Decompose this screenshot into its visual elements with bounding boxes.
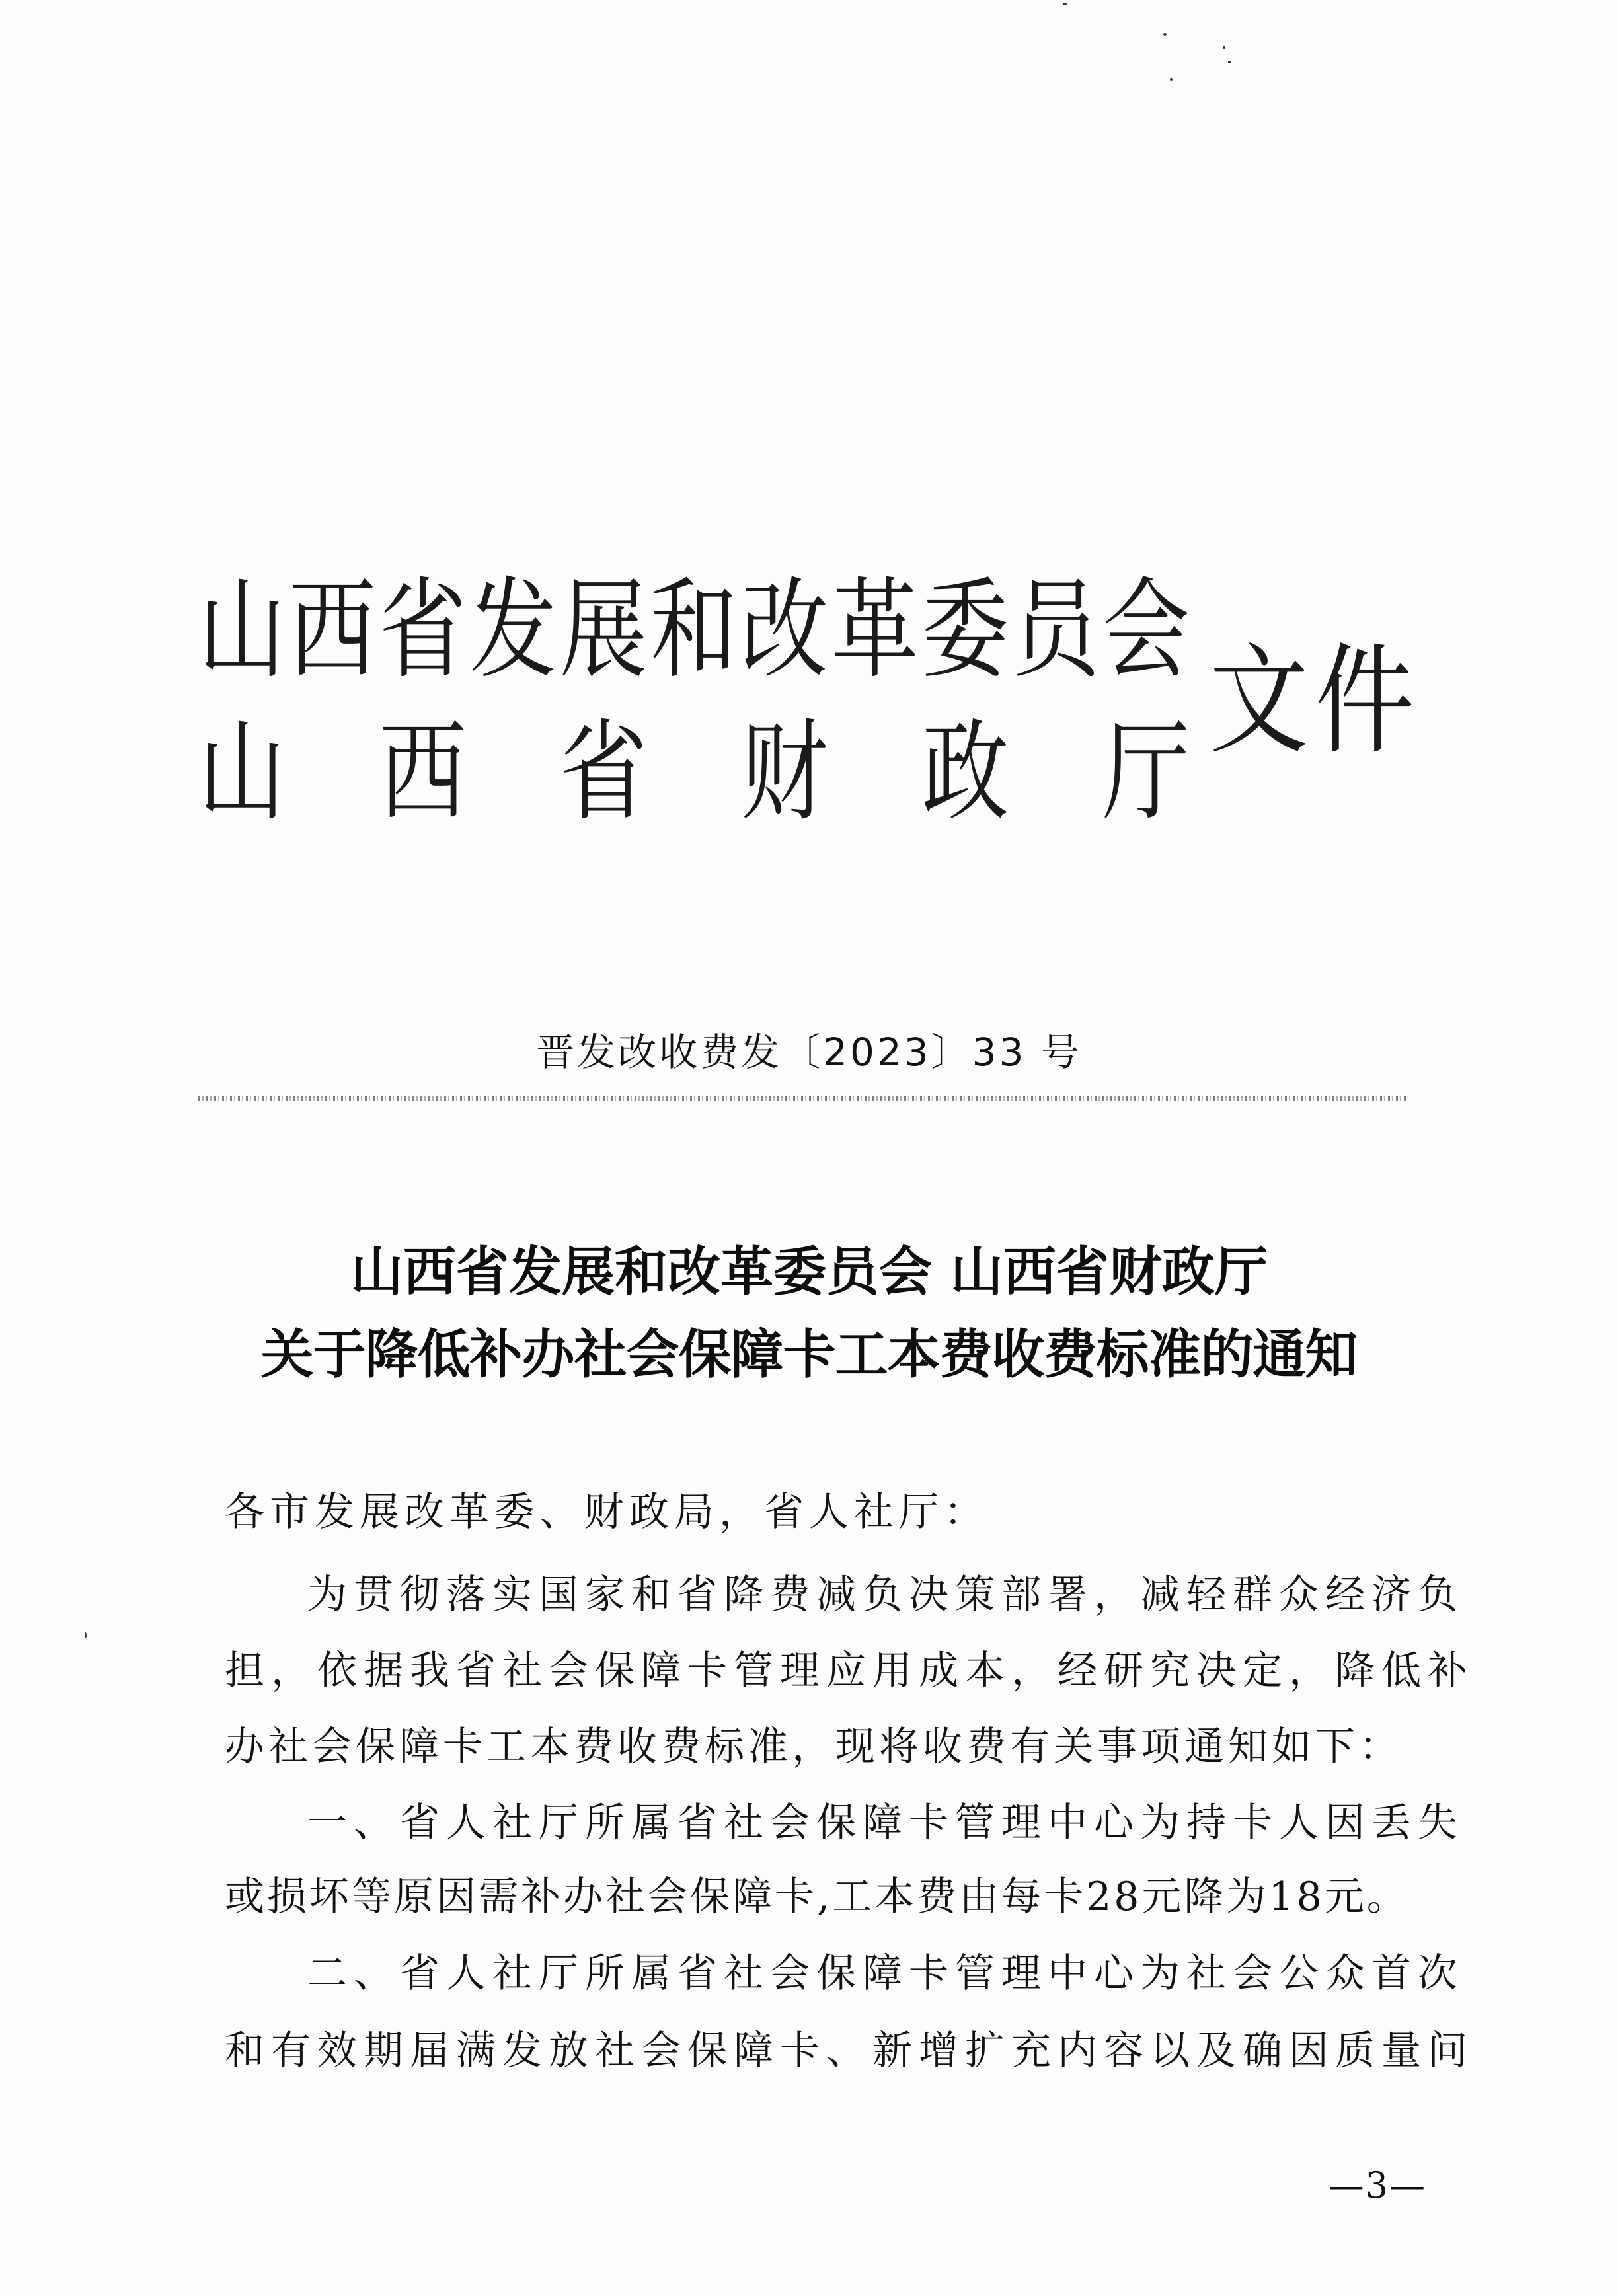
salutation: 各市发展改革委、财政局，省人社厅： [225, 1489, 989, 1535]
scan-speck [1163, 33, 1167, 36]
scan-speck [1223, 46, 1225, 49]
issuer-char: 省 [560, 708, 648, 836]
issuer-char: 厅 [1102, 708, 1190, 836]
paragraph-2-line: 一、省人社厅所属省社会保障卡管理中心为持卡人因丢失 [307, 1800, 1464, 1846]
issuer-char: 委 [921, 566, 1009, 694]
paragraph-3-line: 二、省人社厅所属省社会保障卡管理中心为社会公众首次 [307, 1950, 1464, 1997]
document-number-text: 晋发改收费发〔2023〕33 号 [536, 1030, 1082, 1075]
scan-speck [1063, 3, 1067, 5]
notice-title-line-2 [0, 1312, 1618, 1388]
issuer-char: 省 [379, 566, 467, 694]
issuer-char: 展 [560, 566, 648, 694]
issuer-char: 和 [650, 566, 738, 694]
paragraph-3-line: 和有效期届满发放社会保障卡、新增扩充内容以及确因质量问 [225, 2028, 1474, 2074]
notice-title-line-1 [0, 1229, 1618, 1305]
page-number: —3— [1328, 2164, 1426, 2206]
scan-speck [85, 1632, 87, 1638]
issuer-development-reform-commission [198, 542, 1190, 699]
scan-speck [1228, 61, 1231, 63]
header-separator-line [198, 1096, 1408, 1101]
document-number [0, 1021, 1618, 1077]
issuer-char: 财 [740, 708, 828, 836]
issuer-char: 会 [1102, 566, 1190, 694]
issuer-char: 西 [288, 566, 376, 694]
document-label: 文件 [1210, 632, 1422, 771]
issuer-char: 政 [921, 708, 1009, 836]
notice-title-text: 关于降低补办社会保障卡工本费收费标准的通知 [260, 1324, 1358, 1385]
issuer-char: 改 [740, 566, 828, 694]
paragraph-1-line: 为贯彻落实国家和省降费减负决策部署，减轻群众经济负 [307, 1572, 1464, 1618]
issuer-char: 山 [198, 708, 286, 836]
issuer-finance-department [198, 684, 1190, 841]
notice-title-text: 山西省发展和改革委员会 山西省财政厅 [350, 1241, 1268, 1303]
issuer-char: 革 [831, 566, 919, 694]
issuer-char: 山 [198, 566, 286, 694]
paragraph-2-line: 或损坏等原因需补办社会保障卡,工本费由每卡28元降为18元。 [225, 1874, 1409, 1920]
issuing-authorities-header [198, 542, 1454, 836]
paragraph-1-line: 担，依据我省社会保障卡管理应用成本，经研究决定，降低补 [225, 1648, 1474, 1694]
paragraph-1-line: 办社会保障卡工本费收费标准，现将收费有关事项通知如下： [225, 1724, 1403, 1770]
issuer-char: 发 [469, 566, 557, 694]
issuer-char: 员 [1012, 566, 1100, 694]
scan-speck [1170, 78, 1173, 81]
issuer-char: 西 [379, 708, 467, 836]
